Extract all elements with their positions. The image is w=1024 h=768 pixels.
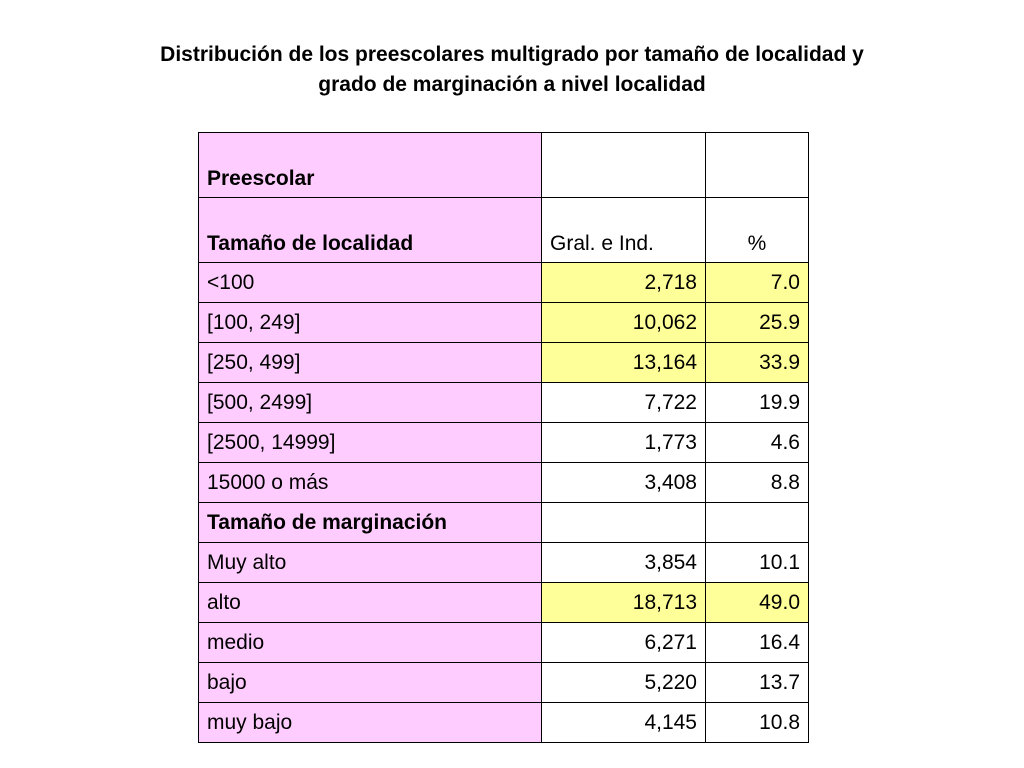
header-preescolar-label: Preescolar: [199, 133, 542, 198]
row-percent: 7.0: [706, 263, 809, 303]
row-label: [500, 2499]: [199, 383, 542, 423]
row-label: muy bajo: [199, 703, 542, 743]
table-row: [199, 583, 809, 623]
row-value: 6,271: [542, 623, 706, 663]
header-gral-ind: Gral. e Ind.: [542, 198, 706, 263]
row-value: 5,220: [542, 663, 706, 703]
row-label: 15000 o más: [199, 463, 542, 503]
row-percent: 33.9: [706, 343, 809, 383]
row-percent: 19.9: [706, 383, 809, 423]
header-percent: %: [706, 198, 809, 263]
row-label: alto: [199, 583, 542, 623]
table-row: [199, 703, 809, 743]
table-row: [199, 463, 809, 503]
row-value: 13,164: [542, 343, 706, 383]
row-value: [542, 503, 706, 543]
distribution-table: [198, 132, 809, 743]
row-percent: 49.0: [706, 583, 809, 623]
row-percent: [706, 503, 809, 543]
row-label: bajo: [199, 663, 542, 703]
row-label: [250, 499]: [199, 343, 542, 383]
slide-title-line-1: Distribución de los preescolares multigrado por tamaño de localidad y: [160, 43, 864, 66]
table-row: [199, 503, 809, 543]
row-label: <100: [199, 263, 542, 303]
table-row: [199, 543, 809, 583]
table-row: [199, 263, 809, 303]
table-row: [199, 383, 809, 423]
table-row: [199, 303, 809, 343]
slide-title-line-2: grado de marginación a nivel localidad: [318, 73, 706, 96]
table-header-row-columns: [199, 198, 809, 263]
row-label: [2500, 14999]: [199, 423, 542, 463]
row-percent: 25.9: [706, 303, 809, 343]
table-row: [199, 343, 809, 383]
row-percent: 16.4: [706, 623, 809, 663]
row-value: 3,408: [542, 463, 706, 503]
row-value: 7,722: [542, 383, 706, 423]
row-percent: 10.1: [706, 543, 809, 583]
slide-title: [40, 40, 984, 100]
row-percent: 10.8: [706, 703, 809, 743]
header-preescolar-col2: [706, 133, 809, 198]
row-label: Tamaño de marginación: [199, 503, 542, 543]
table-row: [199, 423, 809, 463]
header-preescolar-col1: [542, 133, 706, 198]
row-percent: 4.6: [706, 423, 809, 463]
table-row: [199, 623, 809, 663]
row-value: 2,718: [542, 263, 706, 303]
table-row: [199, 663, 809, 703]
distribution-table-body: [199, 133, 809, 743]
row-value: 1,773: [542, 423, 706, 463]
row-label: Muy alto: [199, 543, 542, 583]
row-percent: 13.7: [706, 663, 809, 703]
table-header-row-preescolar: [199, 133, 809, 198]
row-label: [100, 249]: [199, 303, 542, 343]
row-label: medio: [199, 623, 542, 663]
row-value: 18,713: [542, 583, 706, 623]
row-value: 4,145: [542, 703, 706, 743]
row-value: 3,854: [542, 543, 706, 583]
header-tamano-localidad: Tamaño de localidad: [199, 198, 542, 263]
row-value: 10,062: [542, 303, 706, 343]
row-percent: 8.8: [706, 463, 809, 503]
